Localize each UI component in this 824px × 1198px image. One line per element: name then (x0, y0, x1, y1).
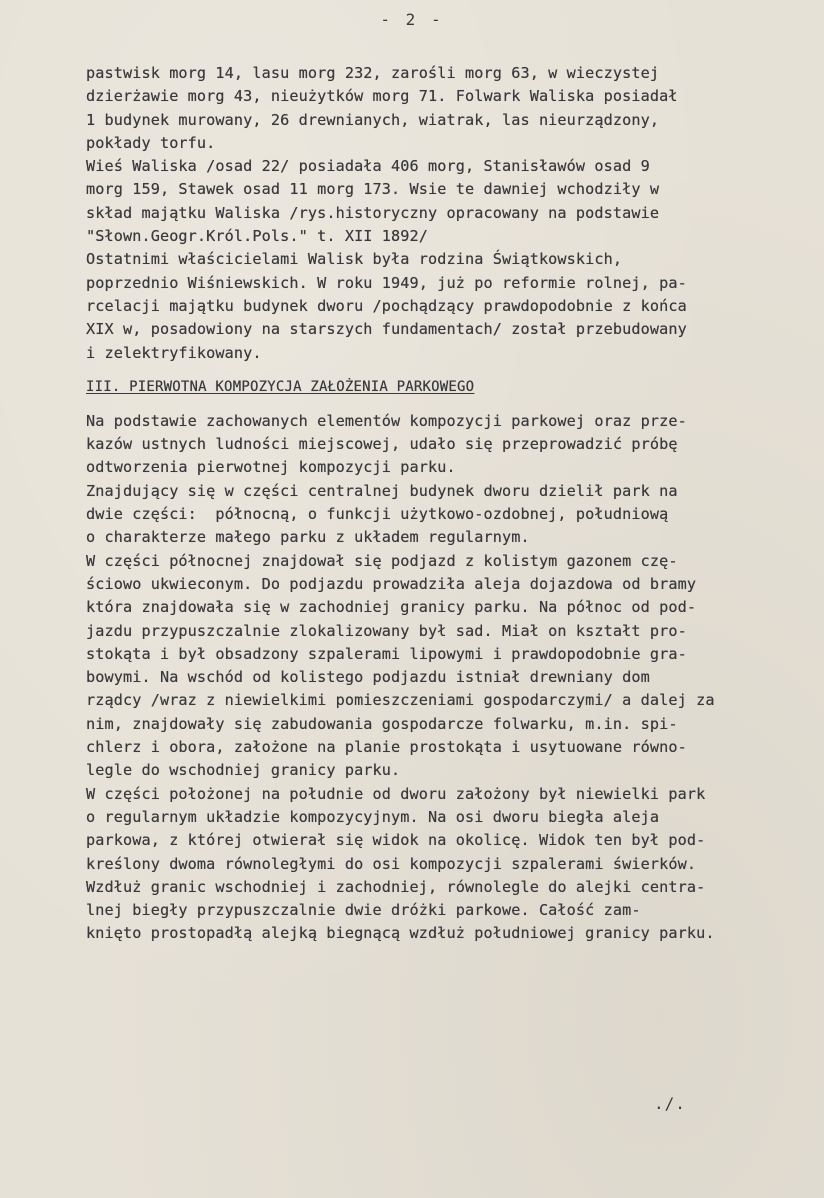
text-line: ściowo ukwieconym. Do podjazdu prowadziła aleja dojazdowa od bramy (86, 574, 697, 593)
text-line: stokąta i był obsadzony szpalerami lipowymi i prawdopodobnie gra- (86, 644, 687, 663)
text-line: W części położonej na południe od dworu założony był niewielki park (86, 784, 706, 803)
text-line: o regularnym układzie kompozycyjnym. Na osi dworu biegła aleja (86, 807, 660, 826)
text-line: 1 budynek murowany, 26 drewnianych, wiatrak, las nieurządzony, (86, 110, 660, 129)
text-line: i zelektryfikowany. (86, 343, 262, 362)
text-line: chlerz i obora, założone na planie prostokąta i usytuowane równo- (86, 738, 687, 757)
text-line: bowymi. Na wschód od kolistego podjazdu istniał drewniany dom (86, 668, 650, 687)
text-line: XIX w, posadowiony na starszych fundamentach/ został przebudowany (86, 320, 687, 339)
text-line: rcelacji majątku budynek dworu /pochądzący prawdopodobnie z końca (86, 296, 687, 315)
text-line: Wzdłuż granic wschodniej i zachodniej, równolegle do alejki centra- (86, 877, 706, 896)
document-body (86, 62, 818, 946)
text-line: Ostatnimi właścicielami Walisk była rodzina Świątkowskich, (86, 250, 623, 269)
paragraph-original-composition (86, 410, 818, 946)
text-line: knięto prostopadłą alejką biegnącą wzdłuż południowej granicy parku. (86, 924, 715, 943)
text-line: Znajdujący się w części centralnej budynek dworu dzielił park na (86, 481, 678, 500)
text-line: kreślony dwoma równoległymi do osi kompozycji szpalerami świerków. (86, 854, 697, 873)
text-line: W części północnej znajdował się podjazd z kolistym gazonem czę- (86, 551, 678, 570)
text-line: nim, znajdowały się zabudowania gospodarcze folwarku, m.in. spi- (86, 714, 678, 733)
text-line: odtworzenia pierwotnej kompozycji parku. (86, 458, 456, 477)
text-line: dwie części: północną, o funkcji użytkowo-ozdobnej, południową (86, 505, 669, 524)
page-number: - 2 - (380, 10, 444, 29)
text-line: Na podstawie zachowanych elementów kompozycji parkowej oraz prze- (86, 411, 687, 430)
paragraph-village-waliska (86, 155, 818, 248)
text-line: rządcy /wraz z niewielkimi pomieszczeniami gospodarczymi/ a dalej za (86, 691, 715, 710)
text-line: pokłady torfu. (86, 133, 216, 152)
paragraph-land-statistics (86, 62, 818, 155)
text-line: pastwisk morg 14, lasu morg 232, zarośli morg 63, w wieczystej (86, 64, 660, 82)
text-line: parkowa, z której otwierał się widok na okolicę. Widok ten był pod- (86, 831, 706, 850)
text-line: "Słown.Geogr.Król.Pols." t. XII 1892/ (86, 227, 429, 246)
text-line: dzierżawie morg 43, nieużytków morg 71. Folwark Waliska posiadał (86, 87, 678, 106)
text-line: legle do wschodniej granicy parku. (86, 761, 401, 780)
text-line: jazdu przypuszczalnie zlokalizowany był sad. Miał on kształt pro- (86, 621, 687, 640)
text-line: lnej biegły przypuszczalnie dwie dróżki parkowe. Całość zam- (86, 901, 641, 920)
paragraph-owners (86, 248, 818, 364)
text-line: kazów ustnych ludności miejscowej, udało się przeprowadzić próbę (86, 435, 678, 454)
text-line: skład majątku Waliska /rys.historyczny opracowany na podstawie (86, 203, 660, 222)
section-heading: III. PIERWOTNA KOMPOZYCJA ZAŁOŻENIA PARKOWEGO (86, 378, 475, 395)
text-line: która znajdowała się w zachodniej granicy parku. Na północ od pod- (86, 598, 697, 617)
text-line: poprzednio Wiśniewskich. W roku 1949, już po reformie rolnej, pa- (86, 273, 687, 292)
text-line: morg 159, Stawek osad 11 morg 173. Wsie te dawniej wchodziły w (86, 180, 660, 199)
continuation-mark: ./. (654, 1094, 686, 1113)
text-line: Wieś Waliska /osad 22/ posiadała 406 morg, Stanisławów osad 9 (86, 157, 650, 176)
text-line: o charakterze małego parku z układem regularnym. (86, 528, 530, 547)
